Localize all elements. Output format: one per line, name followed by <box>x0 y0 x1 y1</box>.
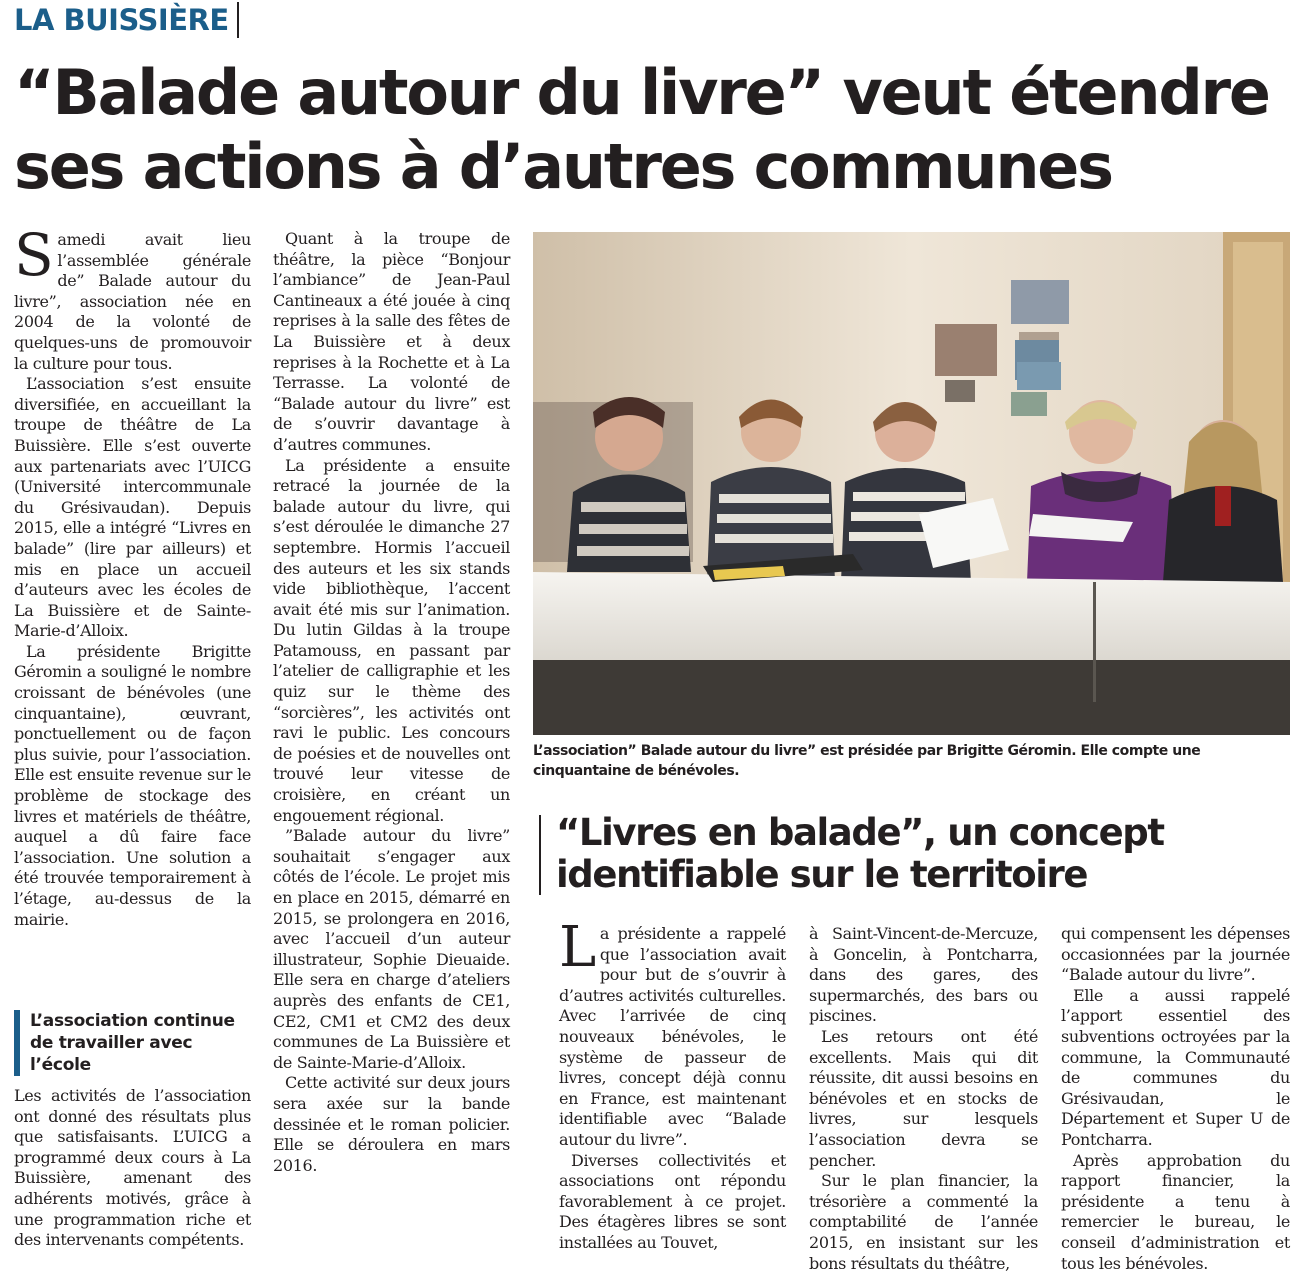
article-column-1-continued <box>14 1086 251 1251</box>
paragraph: La présidente Brigitte Géromin a souligné le nombre croissant de bénévoles (une cinquantaine), œuvrant, ponctuellement ou de façon plus suivie, pour l’association. Elle est ensuite revenue sur le problème de stockage des livres et matériels de théâtre, auquel a dû faire face l’association. Une solution a été trouvée temporairement à l’étage, au-dessus de la mairie. <box>14 641 251 929</box>
drop-cap: L <box>559 915 596 980</box>
group-photo <box>533 232 1290 735</box>
paragraph: Les activités de l’association ont donné des résultats plus que satisfaisants. L’UICG a programmé deux cours à La Buissière, amenant des adhérents motivés, grâce à une programmation riche et des intervenants compétents. <box>14 1086 251 1250</box>
intertitle: L’association continue de travailler avec l’école <box>14 1010 246 1076</box>
sidebar-title: “Livres en balade”, un concept identifiable sur le territoire <box>556 811 1164 896</box>
paragraph: Après approbation du rapport financier, la présidente a tenu à remercier le bureau, le conseil d’administration et tous les bénévoles. <box>1061 1150 1290 1273</box>
paragraph: Elle a aussi rappelé l’apport essentiel des subventions octroyées par la commune, la Communauté de communes du Grésivaudan, le Département et Super U de Pontcharra. <box>1061 985 1290 1149</box>
paragraph: qui compensent les dépenses occasionnées par la journée “Balade autour du livre”. <box>1061 924 1290 985</box>
paragraph: Sur le plan financier, la trésorière a commenté la comptabilité de l’année 2015, en insistant sur les bons résultats du théâtre, <box>809 1171 1038 1273</box>
sidebar-rule <box>539 815 541 895</box>
photo-caption: L’association” Balade autour du livre” est présidée par Brigitte Géromin. Elle compte une cinquantaine de bénévoles. <box>533 743 1201 779</box>
paragraph: à Saint-Vincent-de-Mercuze, à Goncelin, à Pontcharra, dans des gares, des supermarchés, des bars ou piscines. <box>809 924 1038 1026</box>
article-column-1 <box>14 221 251 930</box>
paragraph: La présidente a ensuite retracé la journée de la balade autour du livre, qui s’est déroulée le dimanche 27 septembre. Hormis l’accueil des auteurs et les six stands vide bibliothèque, l’accent avait été mis sur l’animation. Du lutin Gildas à la troupe Patamouss, en passant par l’atelier de calligraphie et les quiz sur le thème des “sorcières”, les activités ont ravi le public. Les concours de poésies et de nouvelles ont trouvé leur vitesse de croisière, en créant un engouement régional. <box>273 455 510 825</box>
headline: “Balade autour du livre” veut étendre ses actions à d’autres communes <box>14 56 1269 203</box>
paragraph: Quant à la troupe de théâtre, la pièce “Bonjour l’ambiance” de Jean-Paul Cantineaux a été jouée à cinq reprises à la salle des fêtes de La Buissière et à deux reprises à la Rochette et à La Terrasse. La volonté de “Balade autour du livre” est de s’ouvrir davantage à d’autres communes. <box>273 229 510 454</box>
paragraph: Samedi avait lieu l’assemblée générale de” Balade autour du livre”, association née en 2004 de la volonté de quelques-uns de promouvoir la culture pour tous. <box>14 221 251 373</box>
article-column-2 <box>273 229 510 1176</box>
photo-illustration <box>533 232 1290 735</box>
paragraph: Diverses collectivités et associations ont répondu favorablement à ce projet. Des étagères libres se sont installées au Touvet, <box>559 1150 786 1252</box>
paragraph: Les retours ont été excellents. Mais qui dit réussite, dit aussi besoins en bénévoles et en stocks de livres, sur lesquels l’association devra se pencher. <box>809 1026 1038 1170</box>
sidebar-column-1 <box>559 915 786 1254</box>
drop-cap: S <box>14 221 54 289</box>
paragraph: L’association s’est ensuite diversifiée, en accueillant la troupe de théâtre de La Buissière. Elle s’est ouverte aux partenariats avec l’UICG (Université intercommunale du Grésivaudan). Depuis 2015, elle a intégré “Livres en balade” (lire par ailleurs) et mis en place un accueil d’auteurs avec les écoles de La Buissière et de Sainte-Marie-d’Alloix. <box>14 374 251 641</box>
sidebar-column-2 <box>809 924 1038 1274</box>
paragraph: Cette activité sur deux jours sera axée sur la bande dessinée et le roman policier. Elle se déroulera en mars 2016. <box>273 1073 510 1175</box>
sidebar-column-3 <box>1061 924 1290 1274</box>
section-kicker: LA BUISSIÈRE <box>14 2 239 38</box>
paragraph: ”Balade autour du livre” souhaitait s’engager aux côtés de l’école. Le projet mis en place en 2015, démarré en 2015, se prolongera en 2016, avec l’accueil d’un auteur illustrateur, Sophie Dieuaide. Elle sera en charge d’ateliers auprès des enfants de CE1, CE2, CM1 et CM2 des deux communes de La Buissière et de Sainte-Marie-d’Alloix. <box>273 826 510 1072</box>
paragraph: La présidente a rappelé que l’association avait pour but de s’ouvrir à d’autres activités culturelles. Avec l’arrivée de cinq nouveaux bénévoles, le système de passeur de livres, concept déjà connu en France, est maintenant identifiable avec “Balade autour du livre”. <box>559 915 786 1149</box>
